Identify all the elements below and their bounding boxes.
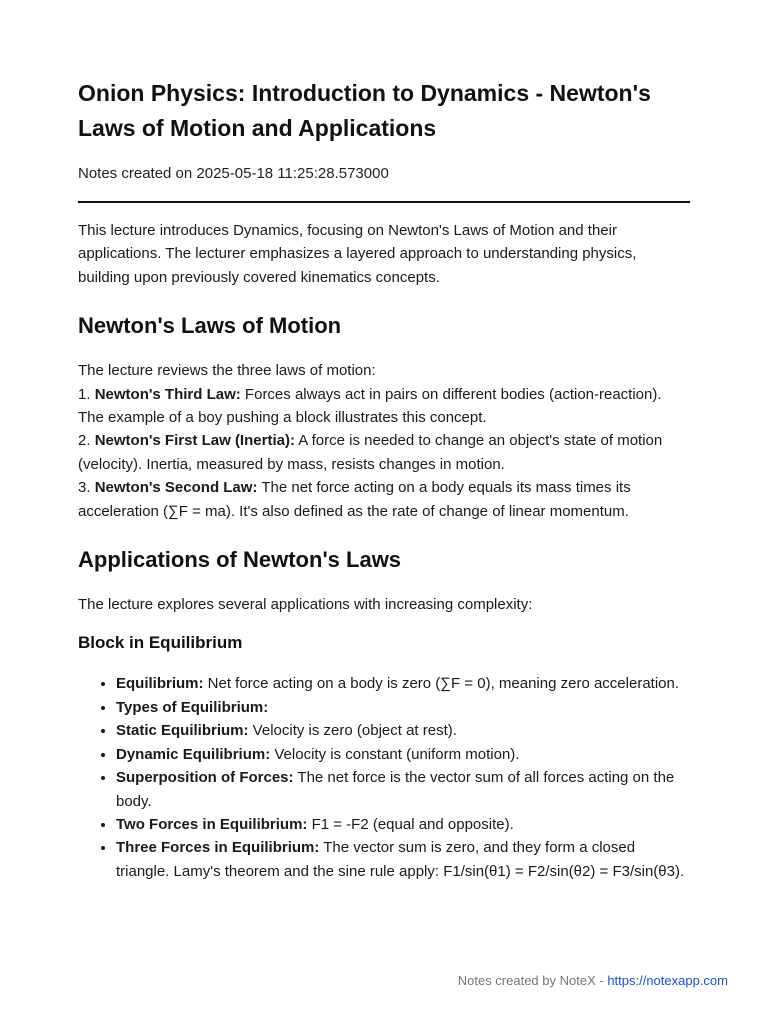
list-item-text: Velocity is zero (object at rest). <box>248 722 457 740</box>
section-heading-newtons-laws: Newton's Laws of Motion <box>78 313 342 339</box>
list-item <box>116 743 690 766</box>
footer-link[interactable]: https://notexapp.com <box>607 973 728 988</box>
equilibrium-list <box>78 672 690 883</box>
list-item-term: Static Equilibrium: <box>116 722 249 740</box>
title-divider <box>78 201 690 203</box>
intro-paragraph: This lecture introduces Dynamics, focusing on Newton's Laws of Motion and their applications. The lecturer emphasizes a layered approach to understanding physics, building upon previously covered kinematics concepts. <box>78 222 637 286</box>
list-item <box>116 813 690 836</box>
list-item-term: Dynamic Equilibrium: <box>116 745 271 763</box>
created-timestamp: Notes created on 2025-05-18 11:25:28.573000 <box>78 165 389 182</box>
list-item <box>116 766 690 813</box>
list-item <box>116 696 690 719</box>
list-item-text: Velocity is constant (uniform motion). <box>270 745 520 763</box>
list-item-term: Superposition of Forces: <box>116 769 294 787</box>
law-term: Newton's First Law (Inertia): <box>94 432 295 450</box>
list-item-text: F1 = -F2 (equal and opposite). <box>307 815 514 833</box>
page-footer <box>458 971 728 991</box>
law-item <box>78 432 662 472</box>
subsection-heading-block-equilibrium: Block in Equilibrium <box>78 633 243 653</box>
laws-lead-text <box>78 359 690 523</box>
law-item <box>78 386 662 426</box>
law-item <box>78 479 631 519</box>
law-term: Newton's Second Law: <box>94 479 258 497</box>
list-item <box>116 719 690 742</box>
list-item-text: Net force acting on a body is zero (∑F = 0), meaning zero acceleration. <box>203 675 680 693</box>
list-item-term: Types of Equilibrium: <box>116 698 269 716</box>
law-description: A force is needed to change an object's state of motion (velocity). Inertia, measured by mass, resists changes in motion. <box>78 432 663 473</box>
law-term: Newton's Third Law: <box>94 385 241 403</box>
page-title: Onion Physics: Introduction to Dynamics - Newton's Laws of Motion and Applications <box>78 80 651 141</box>
applications-lead-text: The lecture explores several applications with increasing complexity: <box>78 596 533 614</box>
list-item-text: The net force is the vector sum of all forces acting on the body. <box>116 769 675 810</box>
laws-lead: The lecture reviews the three laws of motion: <box>78 362 376 380</box>
law-description: The net force acting on a body equals its mass times its acceleration (∑F = ma). It's also defined as the rate of change of linear momentum. <box>78 479 631 520</box>
document-page <box>78 76 690 883</box>
section-heading-applications: Applications of Newton's Laws <box>78 547 402 573</box>
law-number: 3. <box>78 479 95 497</box>
list-item-term: Equilibrium: <box>116 675 204 693</box>
law-number: 2. <box>78 432 95 450</box>
law-description: Forces always act in pairs on different bodies (action-reaction). The example of a boy pushing a block illustrates this concept. <box>78 385 662 427</box>
list-item <box>116 672 690 695</box>
list-item <box>116 836 690 883</box>
list-item-text: The vector sum is zero, and they form a closed triangle. Lamy's theorem and the sine rule apply: F1/sin(θ1) = F2/sin(θ2) = F3/sin(θ3). <box>116 839 685 880</box>
footer-credit: Notes created by NoteX - <box>457 973 608 988</box>
law-number: 1. <box>78 385 95 403</box>
list-item-term: Three Forces in Equilibrium: <box>116 839 320 857</box>
list-item-term: Two Forces in Equilibrium: <box>116 815 308 833</box>
